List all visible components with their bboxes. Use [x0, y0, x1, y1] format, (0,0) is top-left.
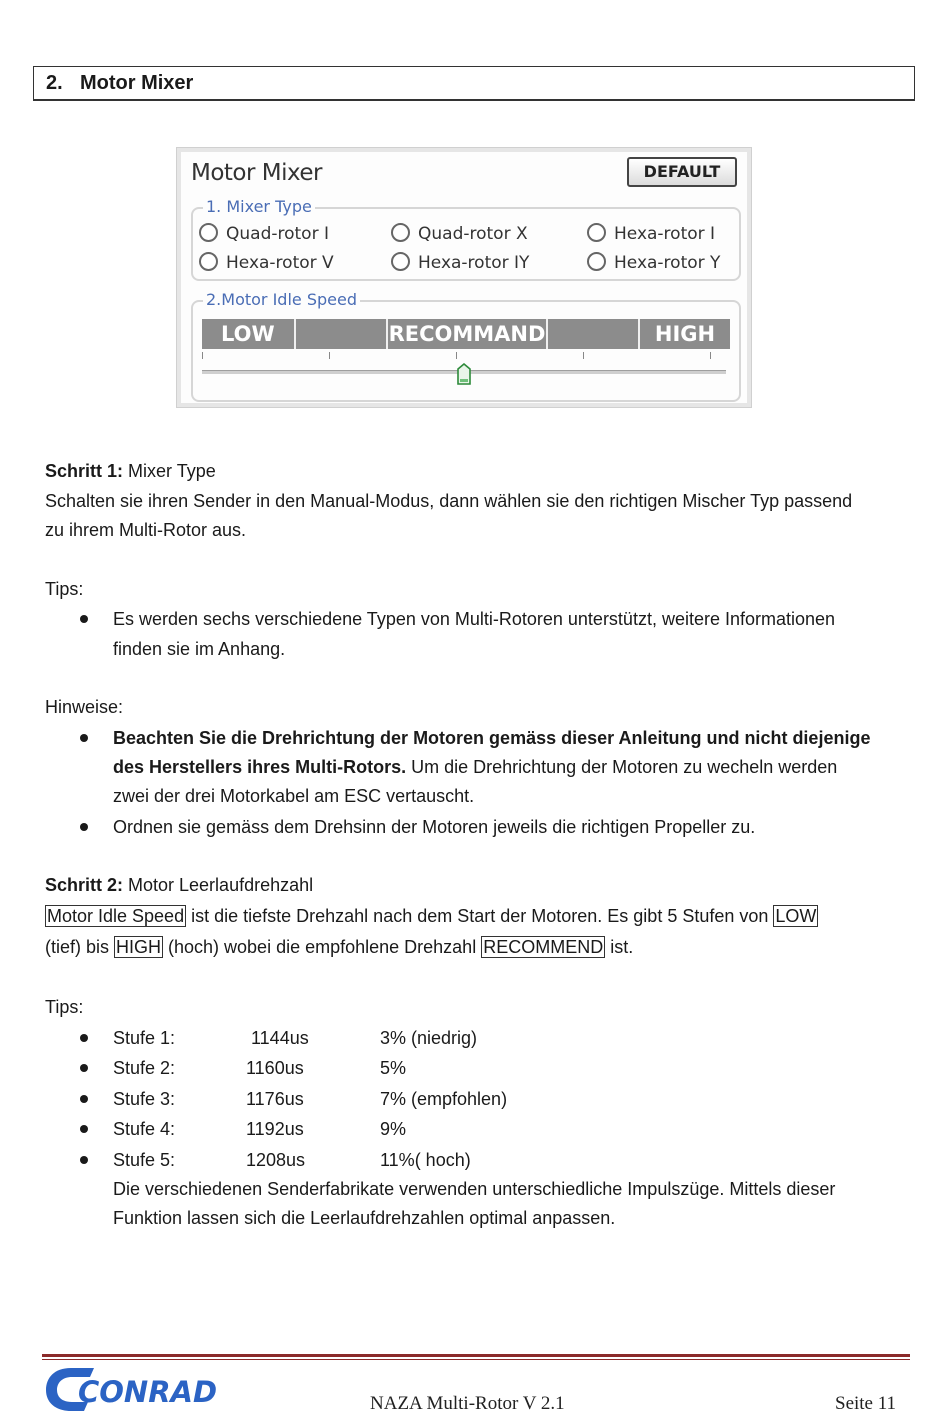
- bar-divider: [294, 319, 386, 349]
- slider-tick: [456, 352, 457, 359]
- slider-tick: [202, 352, 203, 359]
- radio-hexa-rotor-i[interactable]: Hexa-rotor I: [587, 223, 715, 245]
- note2: Ordnen sie gemäss dem Drehsinn der Motoren jeweils die richtigen Propeller zu.: [113, 817, 756, 837]
- tip1-line1: Es werden sechs verschiedene Typen von Multi-Rotoren unterstützt, weitere Informationen: [113, 609, 836, 629]
- slider-tick: [329, 352, 330, 359]
- step1-text-line1: Schalten sie ihren Sender in den Manual-Modus, dann wählen sie den richtigen Mischer Typ passend: [45, 491, 853, 511]
- bar-recommand-label: RECOMMAND: [386, 319, 546, 349]
- bullet-icon: [80, 823, 88, 831]
- step2-text-line2: (tief) bis HIGH (hoch) wobei die empfohlene Drehzahl RECOMMEND ist.: [45, 937, 634, 957]
- note1-line2: des Herstellers ihres Multi-Rotors. Um die Drehrichtung der Motoren zu wecheln werden: [113, 757, 838, 777]
- bullet-icon: [80, 1156, 88, 1164]
- stage-note-line2: Funktion lassen sich die Leerlaufdrehzahlen optimal anpassen.: [113, 1208, 616, 1228]
- motor-idle-speed-term: Motor Idle Speed: [47, 906, 185, 926]
- idle-speed-bar: [202, 319, 730, 349]
- section-header: [33, 66, 915, 101]
- section-title: Motor Mixer: [80, 72, 194, 94]
- step2-heading: Schritt 2: Motor Leerlaufdrehzahl: [45, 875, 314, 895]
- idle-speed-legend: 2.Motor Idle Speed: [203, 290, 360, 309]
- stage-pct: 11%( hoch): [380, 1150, 471, 1170]
- conrad-logo: [44, 1364, 236, 1414]
- bar-divider: [546, 319, 638, 349]
- step1-tips-label: Tips:: [45, 579, 84, 599]
- radio-circle-icon: [199, 252, 218, 271]
- slider-tick: [710, 352, 711, 359]
- radio-hexa-rotor-iy[interactable]: Hexa-rotor IY: [391, 252, 529, 274]
- radio-quad-rotor-x[interactable]: Quad-rotor X: [391, 223, 528, 245]
- step1-heading: Schritt 1: Mixer Type: [45, 461, 216, 481]
- radio-circle-icon: [587, 252, 606, 271]
- footer-page-number: Seite 11: [835, 1393, 897, 1414]
- tip1-line2: finden sie im Anhang.: [113, 639, 286, 659]
- note1-line1: Beachten Sie die Drehrichtung der Motoren gemäss dieser Anleitung und nicht diejenige: [113, 728, 871, 748]
- idle-speed-slider-thumb[interactable]: [457, 363, 471, 385]
- radio-hexa-rotor-v[interactable]: Hexa-rotor V: [199, 252, 334, 274]
- bullet-icon: [80, 734, 88, 742]
- stage-us: 1208us: [246, 1150, 306, 1170]
- section-number: 2.: [46, 72, 63, 94]
- idle-speed-group: [191, 290, 741, 402]
- low-term: LOW: [775, 906, 817, 926]
- svg-text:CONRAD: CONRAD: [78, 1375, 218, 1409]
- step2-tips-label: Tips:: [45, 997, 84, 1017]
- bar-low-label: LOW: [221, 322, 275, 346]
- radio-circle-icon: [391, 252, 410, 271]
- stage-us: 1160us: [246, 1058, 304, 1078]
- bullet-icon: [80, 615, 88, 623]
- stage-pct: 7% (empfohlen): [380, 1089, 508, 1109]
- radio-quad-rotor-i[interactable]: Quad-rotor I: [199, 223, 329, 245]
- stage-pct: 9%: [380, 1119, 407, 1139]
- radio-circle-icon: [199, 223, 218, 242]
- footer-rule: [42, 1354, 910, 1357]
- step2-text-line1: Motor Idle Speed ist die tiefste Drehzahl nach dem Start der Motoren. Es gibt 5 Stufen von LOW: [47, 906, 817, 926]
- stage-note-line1: Die verschiedenen Senderfabrikate verwenden unterschiedliche Impulszüge. Mittels dieser: [113, 1179, 836, 1199]
- stage-us: 1176us: [246, 1089, 304, 1109]
- motor-mixer-title: Motor Mixer: [191, 160, 323, 186]
- footer-document-title: NAZA Multi-Rotor V 2.1: [370, 1393, 565, 1414]
- mixer-type-group: [191, 197, 741, 281]
- stage-name: Stufe 3:: [113, 1089, 176, 1109]
- bullet-icon: [80, 1095, 88, 1103]
- stage-us: 1192us: [246, 1119, 304, 1139]
- stage-pct: 3% (niedrig): [380, 1028, 478, 1048]
- motor-mixer-screenshot: [176, 147, 752, 408]
- radio-circle-icon: [587, 223, 606, 242]
- stage-us: 1144us: [251, 1028, 309, 1048]
- hinweise-label: Hinweise:: [45, 697, 124, 717]
- high-term: HIGH: [116, 937, 162, 957]
- bar-high-label: HIGH: [638, 319, 730, 349]
- footer-rule: [42, 1359, 910, 1360]
- radio-hexa-rotor-y[interactable]: Hexa-rotor Y: [587, 252, 720, 274]
- mixer-type-legend: 1. Mixer Type: [203, 197, 315, 216]
- bullet-icon: [80, 1125, 88, 1133]
- stage-name: Stufe 5:: [113, 1150, 176, 1170]
- stage-name: Stufe 4:: [113, 1119, 176, 1139]
- step1-text-line2: zu ihrem Multi-Rotor aus.: [45, 520, 247, 540]
- slider-tick: [583, 352, 584, 359]
- note1-line3: zwei der drei Motorkabel am ESC vertauscht.: [113, 786, 475, 806]
- default-button[interactable]: DEFAULT: [627, 157, 737, 187]
- radio-circle-icon: [391, 223, 410, 242]
- recommend-term: RECOMMEND: [483, 937, 604, 957]
- stage-name: Stufe 2:: [113, 1058, 176, 1078]
- stage-pct: 5%: [380, 1058, 407, 1078]
- bullet-icon: [80, 1064, 88, 1072]
- bullet-icon: [80, 1034, 88, 1042]
- stage-name: Stufe 1:: [113, 1028, 176, 1048]
